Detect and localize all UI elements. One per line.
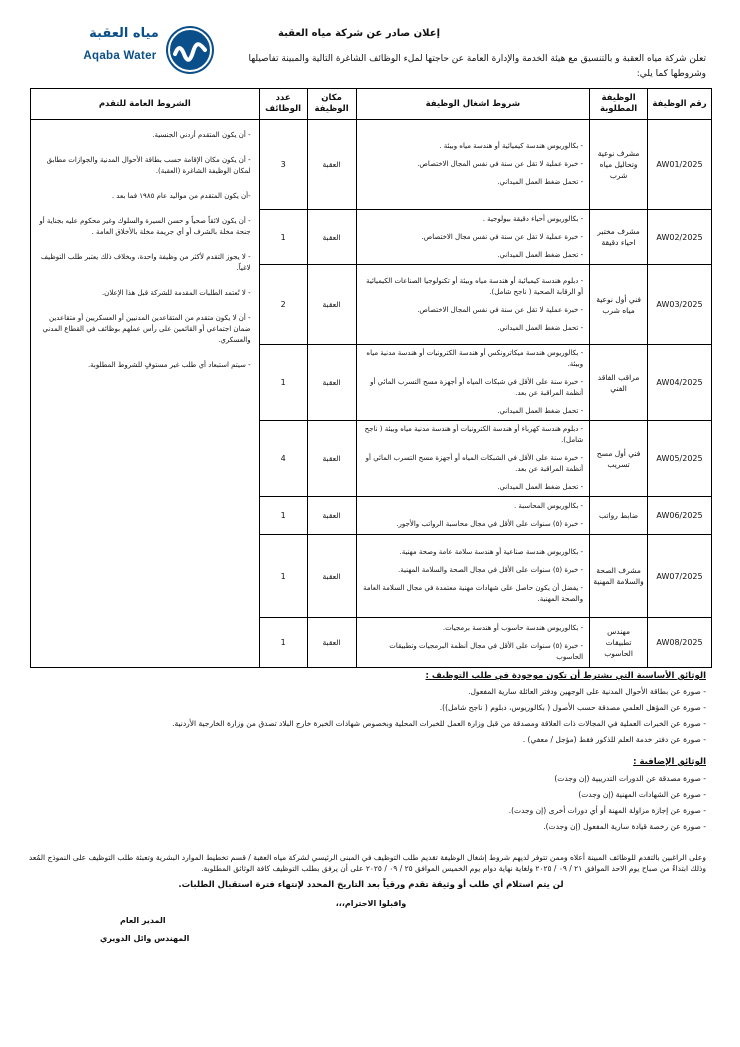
announcement-title: إعلان صادر عن شركة مياه العقبة [278, 28, 440, 39]
basic-documents-list [16, 687, 706, 751]
signatory-name: المهندس وائل الدويري [100, 934, 190, 943]
general-conditions [31, 120, 260, 668]
announcement-intro: تعلن شركة مياه العقبة و بالتنسيق مع هيئة الخدمة والإدارة العامة عن حاجتها لملء الوظائف الشاغرة التالية والمبينة تفاصيلها وشروطها كما يلي: [248, 54, 706, 79]
duty-item: - تحمل ضغط العمل الميداني. [497, 250, 584, 259]
job-count: 1 [259, 497, 307, 535]
job-location: العقبة [307, 265, 356, 345]
application-instructions: وعلى الراغبين بالتقدم للوظائف المبينة أعلاه وممن تتوفر لديهم شروط إشغال الوظيفة تقديم طلب التوظيف في المبنى الرئيسي لشركة مياه العقبة / قسم تخطيط الموارد البشرية وتعبئة طلب التوظيف على النموذج المُعد وذلك ابتداءً من صباح يوم الاحد الموافق ٢١ / ٠٩ / ٢٠٢٥ ولغاية نهاية دوام يوم الخميس الموافق ٢٥ / ٠٩ / ٢٠٢٥ على أن يرفق بطلب التوظيف كافة الوثائق المطلوبة. [28, 853, 706, 873]
job-location: العقبة [307, 345, 356, 421]
job-location: العقبة [307, 421, 356, 497]
job-location: العقبة [307, 497, 356, 535]
job-duties [356, 618, 590, 668]
extra-documents-list [16, 774, 706, 838]
job-title: مشرف مختبر احياء دقيقة [590, 210, 648, 265]
job-number: AW08/2025 [648, 618, 712, 668]
general-condition-item: - أن يكون مكان الإقامة حسب بطاقة الأحوال المدنية والجوازات مطابق لمكان الوظيفة الشاغرة (العقبة). [46, 156, 251, 175]
header-general-conditions: الشروط العامة للتقدم [31, 89, 260, 120]
job-count: 1 [259, 345, 307, 421]
duty-item: - خبرة (٥) سنوات على الأقل في مجال محاسبة الرواتب والأجور. [396, 520, 584, 528]
job-location: العقبة [307, 120, 356, 210]
job-title: مشرف نوعية وتحاليل مياه شرب [590, 120, 648, 210]
company-logo [70, 24, 220, 74]
list-item: - صورة عن بطاقة الأحوال المدنية على الوجهين ودفتر العائلة سارية المفعول. [468, 687, 706, 696]
jobs-table [30, 88, 712, 668]
job-duties [356, 535, 590, 618]
duty-item: - بكالوريوس هندسة ميكاترونكس أو هندسة الكترونيات أو هندسة مدنية مياه وبيئة. [366, 349, 584, 368]
duty-item: - بكالوريوس هندسة حاسوب أو هندسة برمجيات. [442, 623, 584, 632]
job-title: ضابط رواتب [590, 497, 648, 535]
duty-item: - خبرة (٥) سنوات على الأقل في مجال أنظمة البرمجيات وتطبيقات الحاسوب [389, 641, 584, 661]
job-location: العقبة [307, 535, 356, 618]
general-condition-item: -أن يكون المتقدم من مواليد عام ١٩٨٥ فما بعد . [111, 192, 251, 200]
job-count: 3 [259, 120, 307, 210]
job-count: 1 [259, 618, 307, 668]
list-item: - صورة عن الخبرات العملية في المجالات ذات العلاقة ومصدقة من قبل وزارة العمل للخبرات المحلية وبخصوص شهادات الخبرة خارج البلاد تصدق من وزارة الخارجية الأردنية. [172, 719, 706, 728]
duty-item: - تحمل ضغط العمل الميداني. [497, 407, 584, 415]
general-condition-item: - لا يجوز التقدم لأكثر من وظيفة واحدة، وبخلاف ذلك يعتبر طلب التوظيف لاغياً. [40, 253, 251, 272]
job-duties [356, 265, 590, 345]
duty-item: - خبرة سنة على الأقل في شبكات المياه أو أجهزة مسح التسرب المائي أو أنظمة المراقبة عن بعد. [370, 378, 584, 397]
extra-documents-title: الوثائق الإضافية : [633, 757, 706, 767]
basic-documents-title: الوثائق الأساسية التي يشترط أن تكون موجودة في طلب التوظيف : [425, 671, 706, 681]
job-number: AW04/2025 [648, 345, 712, 421]
duty-item: - خبرة عملية لا تقل عن سنة في نفس المجال الاختصاص. [417, 305, 584, 314]
job-title: مشرف الصحة والسلامة المهنية [590, 535, 648, 618]
duty-item: - تحمل ضغط العمل الميداني. [497, 483, 584, 491]
job-duties [356, 421, 590, 497]
duty-item: - تحمل ضغط العمل الميداني. [497, 178, 584, 186]
list-item: - صورة عن الشهادات المهنية (إن وجدت) [578, 790, 706, 799]
duty-item: - بكالوريوس المحاسبة . [513, 502, 584, 510]
list-item: - صورة عن رخصة قيادة سارية المفعول (إن وجدت). [543, 822, 706, 831]
logo-arabic-text: مياه العقبة [89, 26, 159, 41]
general-condition-item: - أن يكون لائقاً صحياً و حسن السيرة والسلوك وغير محكوم عليه بجناية أو جنحة مخلة بالشرف أو أي جريمة مخلة بالأخلاق العامة . [39, 217, 251, 236]
job-location: العقبة [307, 210, 356, 265]
job-count: 4 [259, 421, 307, 497]
general-condition-item: - أن يكون المتقدم أردني الجنسية. [152, 131, 251, 139]
header-job-number: رقم الوظيفة [648, 89, 712, 120]
duty-item: - بكالوريوس أحياء دقيقة بيولوجية . [482, 214, 584, 223]
header-job-title: الوظيفة المطلوبة [590, 89, 648, 120]
deadline-notice: لن يتم استلام أي طلب أو وثيقة تقدم ورقياً بعد التاريخ المحدد لإنتهاء فترة استقبال الطلبات. [178, 880, 564, 890]
job-title: مهندس تطبيقات الحاسوب [590, 618, 648, 668]
job-number: AW03/2025 [648, 265, 712, 345]
list-item: - صورة مصدقة عن الدورات التدريبية (إن وجدت) [554, 774, 706, 783]
job-title: فني أول نوعية مياه شرب [590, 265, 648, 345]
job-number: AW02/2025 [648, 210, 712, 265]
list-item: - صورة عن إجازة مزاولة المهنة أو أي دورات أخرى (إن وجدت). [508, 806, 706, 815]
duty-item: - بكالوريوس هندسة صناعية أو هندسة سلامة عامة وصحة مهنية. [399, 548, 584, 556]
job-count: 1 [259, 210, 307, 265]
job-duties [356, 345, 590, 421]
closing-regards: واقبلوا الاحترام،،، [335, 899, 407, 908]
job-duties [356, 210, 590, 265]
general-condition-item: - أن لا يكون متقدم من المتقاعدين المدنيين أو العسكريين أو متقاعدين ضمان اجتماعي أو القائمين على رأس عملهم بوظائف في القطاع المدني والعسكري. [42, 314, 251, 344]
header-job-duties: شروط اشغال الوظيفة [356, 89, 590, 120]
duty-item: - دبلوم هندسة كهرباء أو هندسة الكترونيات أو هندسة مدنية مياه وبيئة ( ناجح شامل). [364, 425, 584, 444]
duty-item: - خبرة سنة على الأقل في الشبكات المياه أو أجهزة مسح التسرب المائي أو أنظمة المراقبة عن بعد. [365, 454, 584, 473]
duty-item: - يفضل أن يكون حاصل على شهادات مهنية معتمدة في مجال السلامة العامة والصحة المهنية. [363, 584, 584, 603]
duty-item: - خبرة عملية لا تقل عن سنة في نفس مجال الاختصاص. [421, 232, 584, 241]
list-item: - صورة عن المؤهل العلمي مصدقة حسب الأصول ( بكالوريوس، دبلوم ( ناجح شامل)). [439, 703, 706, 712]
job-count: 2 [259, 265, 307, 345]
header-job-count: عدد الوظائف [259, 89, 307, 120]
duty-item: - بكالوريوس هندسة كيميائية أو هندسة مياه وبيئة . [439, 142, 584, 150]
duty-item: - خبرة (٥) سنوات على الأقل في مجال الصحة والسلامة المهنية. [398, 566, 584, 574]
job-duties [356, 120, 590, 210]
duty-item: - تحمل ضغط العمل الميداني. [497, 323, 584, 332]
job-number: AW01/2025 [648, 120, 712, 210]
duty-item: - دبلوم هندسة كيميائية أو هندسة مياه وبيئة أو تكنولوجيا الصناعات الكيميائية أو الرقابة الصحية ( ناجح شامل). [366, 276, 584, 296]
logo-english-text: Aqaba Water [83, 50, 157, 62]
table-header-row [31, 89, 712, 120]
signatory-title: المدير العام [120, 916, 166, 925]
job-number: AW07/2025 [648, 535, 712, 618]
list-item: - صورة عن دفتر خدمة العلم للذكور فقط (مؤجل / معفي) . [522, 735, 706, 744]
table-row [31, 120, 712, 210]
duty-item: - خبرة عملية لا تقل عن سنة في نفس المجال الاختصاص. [417, 160, 584, 168]
general-condition-item: - سيتم استبعاد أي طلب غير مستوفٍ للشروط المطلوبة. [87, 361, 251, 369]
header-job-location: مكان الوظيفة [307, 89, 356, 120]
job-number: AW06/2025 [648, 497, 712, 535]
job-number: AW05/2025 [648, 421, 712, 497]
job-duties [356, 497, 590, 535]
job-count: 1 [259, 535, 307, 618]
aqaba-water-wave-icon [166, 26, 214, 74]
job-location: العقبة [307, 618, 356, 668]
job-title: فني أول مسح تسريب [590, 421, 648, 497]
job-title: مراقب الفاقد الفني [590, 345, 648, 421]
general-condition-item: - لا تُعتمد الطلبات المقدمة للشركة قبل هذا الإعلان. [101, 289, 251, 297]
